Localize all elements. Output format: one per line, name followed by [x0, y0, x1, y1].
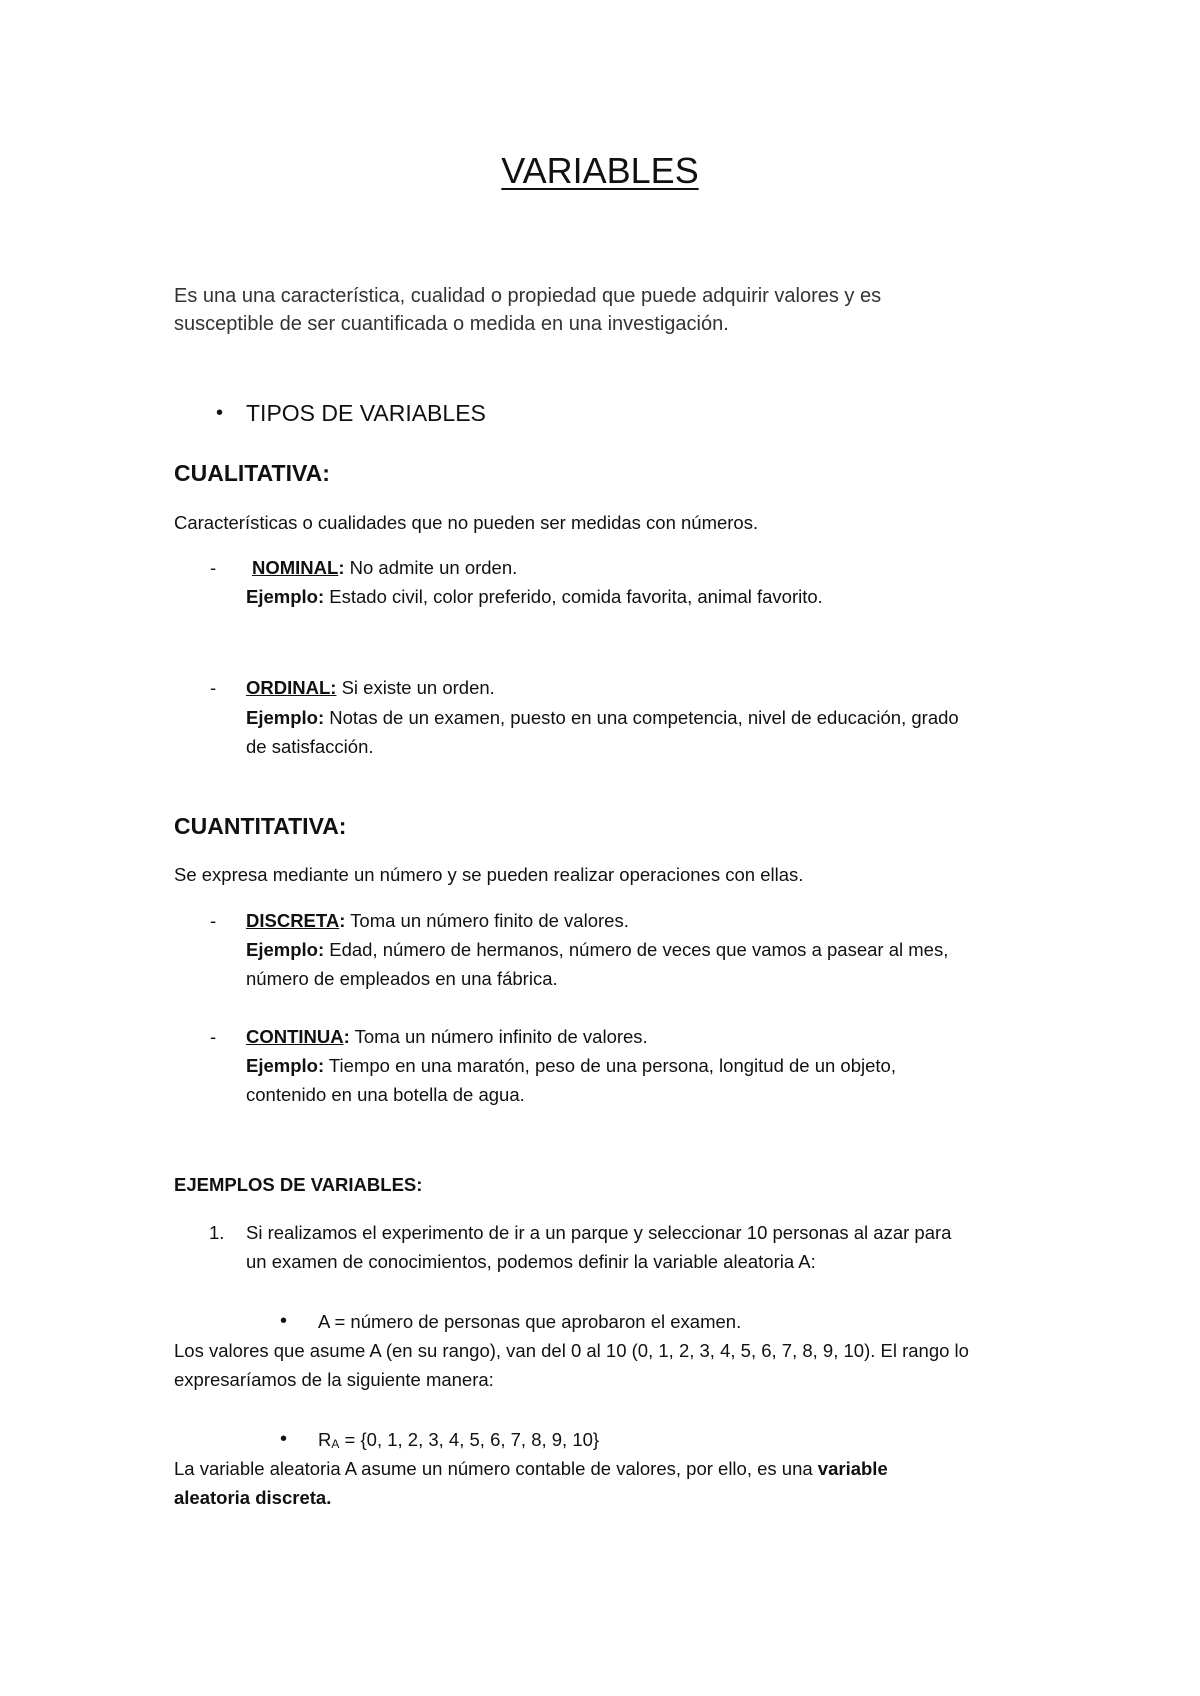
continua-dash: - — [210, 1026, 217, 1047]
discreta-label: DISCRETA — [246, 910, 340, 931]
continua-example-line2: contenido en una botella de agua. — [246, 1084, 525, 1105]
range-subscript: A — [331, 1437, 340, 1451]
bullet-a-text: A = número de personas que aprobaron el examen. — [318, 1311, 742, 1332]
nominal-colon: : — [338, 557, 345, 578]
conclusion-bold-1: variable — [817, 1458, 888, 1479]
discreta-colon: : — [339, 910, 346, 931]
cuantitativa-description: Se expresa mediante un número y se pueden realizar operaciones con ellas. — [174, 864, 804, 885]
intro-line-1: Es una una característica, cualidad o propiedad que puede adquirir valores y es — [174, 285, 882, 307]
range-set: = {0, 1, 2, 3, 4, 5, 6, 7, 8, 9, 10} — [339, 1429, 600, 1450]
range-expression — [318, 1429, 599, 1451]
continua-example-label: Ejemplo: — [246, 1055, 325, 1076]
ejemplo-1-line1: Si realizamos el experimento de ir a un parque y seleccionar 10 personas al azar para — [246, 1222, 952, 1243]
continua-example-line1: Tiempo en una maratón, peso de una persona, longitud de un objeto, — [324, 1055, 896, 1076]
bullet-icon: • — [216, 402, 224, 424]
conclusion-plain: La variable aleatoria A asume un número contable de valores, por ello, es una — [174, 1458, 818, 1479]
discreta-example — [246, 939, 948, 961]
continua-text: Toma un número infinito de valores. — [349, 1026, 648, 1047]
continua-line — [246, 1026, 648, 1048]
ejemplo-1-line2: un examen de conocimientos, podemos definir la variable aleatoria A: — [246, 1251, 816, 1272]
cuantitativa-heading: CUANTITATIVA: — [174, 813, 347, 839]
ordinal-dash: - — [210, 677, 217, 698]
conclusion-line2: aleatoria discreta. — [174, 1487, 332, 1508]
intro-line-2: susceptible de ser cuantificada o medida en una investigación. — [174, 313, 729, 335]
ordinal-example-label: Ejemplo: — [246, 707, 325, 728]
discreta-dash: - — [210, 910, 217, 931]
cualitativa-heading: CUALITATIVA: — [174, 460, 330, 486]
page-title: VARIABLES — [501, 150, 699, 191]
discreta-text: Toma un número finito de valores. — [345, 910, 629, 931]
nominal-example-label: Ejemplo: — [246, 586, 325, 607]
discreta-example-line2: número de empleados en una fábrica. — [246, 968, 558, 989]
ordinal-label: ORDINAL: — [246, 677, 337, 698]
valores-line1: Los valores que asume A (en su rango), van del 0 al 10 (0, 1, 2, 3, 4, 5, 6, 7, 8, 9, 10). El rango lo — [174, 1340, 969, 1361]
ordinal-example-line2: de satisfacción. — [246, 736, 374, 757]
ordinal-text: Si existe un orden. — [336, 677, 495, 698]
ordinal-example — [246, 707, 959, 729]
nominal-example — [246, 586, 823, 608]
ejemplos-heading: EJEMPLOS DE VARIABLES: — [174, 1174, 423, 1195]
discreta-line — [246, 910, 629, 932]
cualitativa-description: Características o cualidades que no pueden ser medidas con números. — [174, 512, 759, 533]
nominal-example-text: Estado civil, color preferido, comida favorita, animal favorito. — [324, 586, 823, 607]
continua-label: CONTINUA — [246, 1026, 344, 1047]
nominal-line — [252, 557, 517, 579]
ordinal-line — [246, 677, 495, 699]
nominal-label: NOMINAL — [252, 557, 339, 578]
bullet-icon: • — [280, 1428, 288, 1450]
ordinal-example-line1: Notas de un examen, puesto en una competencia, nivel de educación, grado — [324, 707, 959, 728]
nominal-dash: - — [210, 557, 217, 578]
continua-colon: : — [343, 1026, 350, 1047]
continua-example — [246, 1055, 896, 1077]
range-r: R — [318, 1429, 332, 1450]
bullet-icon: • — [280, 1310, 288, 1332]
conclusion-line1 — [174, 1458, 888, 1480]
tipos-heading: TIPOS DE VARIABLES — [246, 400, 486, 426]
discreta-example-line1: Edad, número de hermanos, número de veces que vamos a pasear al mes, — [324, 939, 949, 960]
nominal-text: No admite un orden. — [344, 557, 518, 578]
discreta-example-label: Ejemplo: — [246, 939, 325, 960]
valores-line2: expresaríamos de la siguiente manera: — [174, 1369, 494, 1390]
ejemplo-1-number: 1. — [209, 1222, 225, 1243]
